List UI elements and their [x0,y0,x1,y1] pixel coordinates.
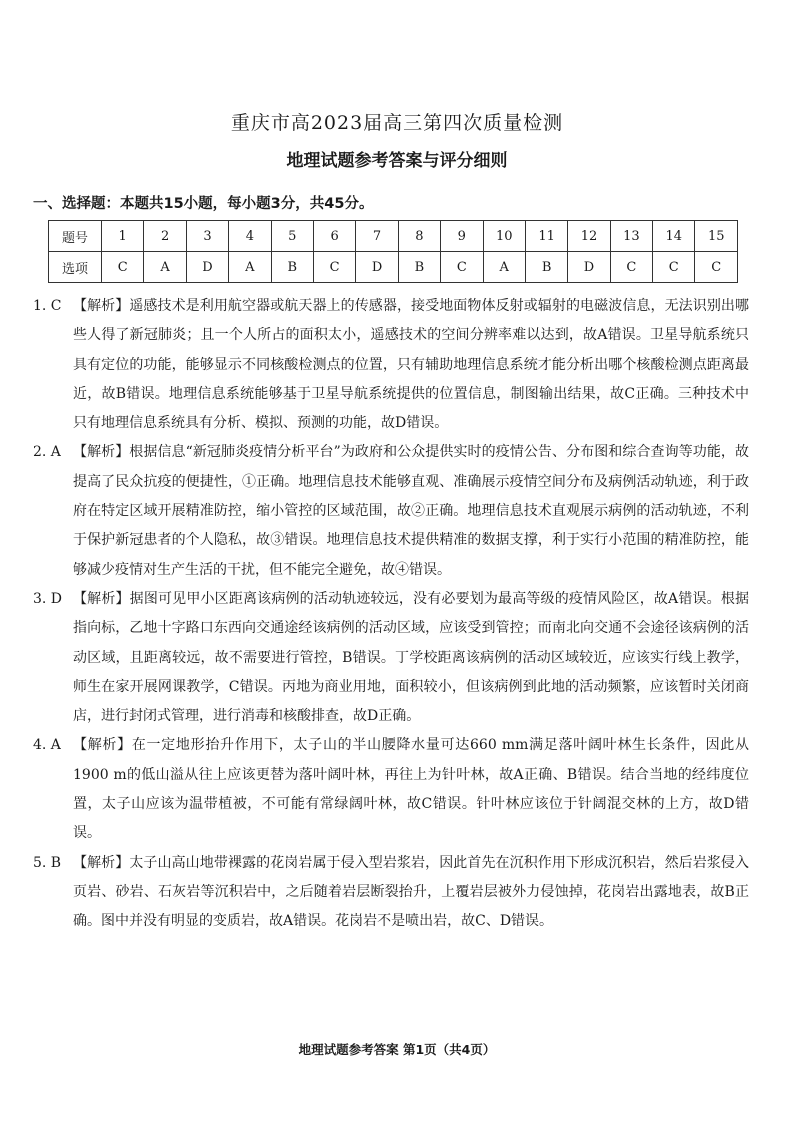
choice-row-label: 选项 [49,252,102,283]
question-number: 15 [695,221,738,252]
explanation-label: 2. A [33,444,61,461]
explanation-text: 【解析】太子山高山地带裸露的花岗岩属于侵入型岩浆岩，因此首先在沉积作用下形成沉积岩，然后岩浆侵入页岩、砂岩、石灰岩等沉积岩中，之后随着岩层断裂抬升，上覆岩层被外力侵蚀掉，花岗岩出露地表，故B正确。图中并没有明显的变质岩，故A错误。花岗岩不是喷出岩，故C、D错误。 [73,854,749,930]
explanation-text: 【解析】在一定地形抬升作用下，太子山的半山腰降水量可达660 mm满足落叶阔叶林生长条件，因此从1900 m的低山溢从往上应该更替为落叶阔叶林，再往上为针叶林，故A正确、B错误。结合当地的经纬度位置，太子山应该为温带植被，不可能有常绿阔叶林，故C错误。针叶林应该位于针阔混交林的上方，故D错误。 [73,737,749,842]
question-number: 7 [356,221,398,252]
question-number: 14 [653,221,695,252]
answer-choice: A [229,252,271,283]
section-heading: 一、选择题：本题共15小题，每小题3分，共45分。 [33,196,374,212]
question-number: 3 [186,221,228,252]
answer-choice: C [102,252,144,283]
question-number: 10 [483,221,525,252]
number-row-label: 题号 [49,221,102,252]
answer-table-number-row [49,221,738,252]
page-title: 重庆市高2023届高三第四次质量检测 [230,112,564,134]
page-footer: 地理试题参考答案 第1页（共4页） [298,1042,496,1057]
question-number: 4 [229,221,271,252]
explanation-item-1 [33,292,749,438]
question-number: 5 [271,221,313,252]
page-subtitle: 地理试题参考答案与评分细则 [286,151,508,171]
explanation-item-4 [33,731,749,848]
question-number: 1 [102,221,144,252]
answer-choice: B [271,252,313,283]
answer-table-choice-row [49,252,738,283]
answer-choice: C [653,252,695,283]
question-number: 11 [525,221,567,252]
question-number: 6 [313,221,355,252]
explanation-label: 1. C [33,298,62,314]
answer-choice: C [441,252,483,283]
explanation-item-3 [33,585,749,731]
answer-choice: C [695,252,738,283]
answer-choice: B [525,252,567,283]
answer-choice: C [313,252,355,283]
answer-choice: A [144,252,186,283]
explanation-text: 【解析】遥感技术是利用航空器或航天器上的传感器，接受地面物体反射或辐射的电磁波信息，无法识别出哪些人得了新冠肺炎；且一个人所占的面积太小，遥感技术的空间分辨率难以达到，故A错误。卫星导航系统只具有定位的功能，能够显示不同核酸检测点的位置，只有辅助地理信息系统才能分析出哪个核酸检测点距离最近，故B错误。地理信息系统能够基于卫星导航系统提供的位置信息，制图输出结果，故C正确。三种技术中只有地理信息系统具有分析、模拟、预测的功能，故D错误。 [73,298,749,432]
answer-choice: A [483,252,525,283]
answer-choice: D [356,252,398,283]
answer-choice: B [398,252,440,283]
question-number: 2 [144,221,186,252]
explanation-item-2 [33,438,749,584]
answer-choice: D [568,252,610,283]
question-number: 9 [441,221,483,252]
explanation-label: 3. D [33,590,63,607]
answer-choice: C [610,252,652,283]
answer-table [48,220,738,283]
question-number: 8 [398,221,440,252]
explanation-text: 【解析】据图可见甲小区距离该病例的活动轨迹较远，没有必要划为最高等级的疫情风险区，故A错误。根据指向标，乙地十字路口东西向交通途经该病例的活动区域，应该受到管控；而南北向交通不会途径该病例的活动区域，且距离较远，故不需要进行管控，B错误。丁学校距离该病例的活动区域较近，应该实行线上教学，师生在家开展网课教学，C错误。丙地为商业用地，面积较小，但该病例到此地的活动频繁，应该暂时关闭商店，进行封闭式管理，进行消毒和核酸排查，故D正确。 [73,590,749,725]
explanation-list [33,292,749,937]
question-number: 12 [568,221,610,252]
answer-choice: D [186,252,228,283]
explanation-text: 【解析】根据信息“新冠肺炎疫情分析平台”为政府和公众提供实时的疫情公告、分布图和综合查询等功能，故提高了民众抗疫的便捷性，①正确。地理信息技术能够直观、准确展示疫情空间分布及病例活动轨迹，利于政府在特定区域开展精准防控，缩小管控的区域范围，故②正确。地理信息技术直观展示病例的活动轨迹，不利于保护新冠患者的个人隐私，故③错误。地理信息技术提供精准的数据支撑，利于实行小范围的精准防控，能够减少疫情对生产生活的干扰，但不能完全避免，故④错误。 [73,444,749,578]
question-number: 13 [610,221,652,252]
explanation-label: 5. B [33,854,62,871]
explanation-label: 4. A [33,737,61,754]
explanation-item-5 [33,849,749,937]
